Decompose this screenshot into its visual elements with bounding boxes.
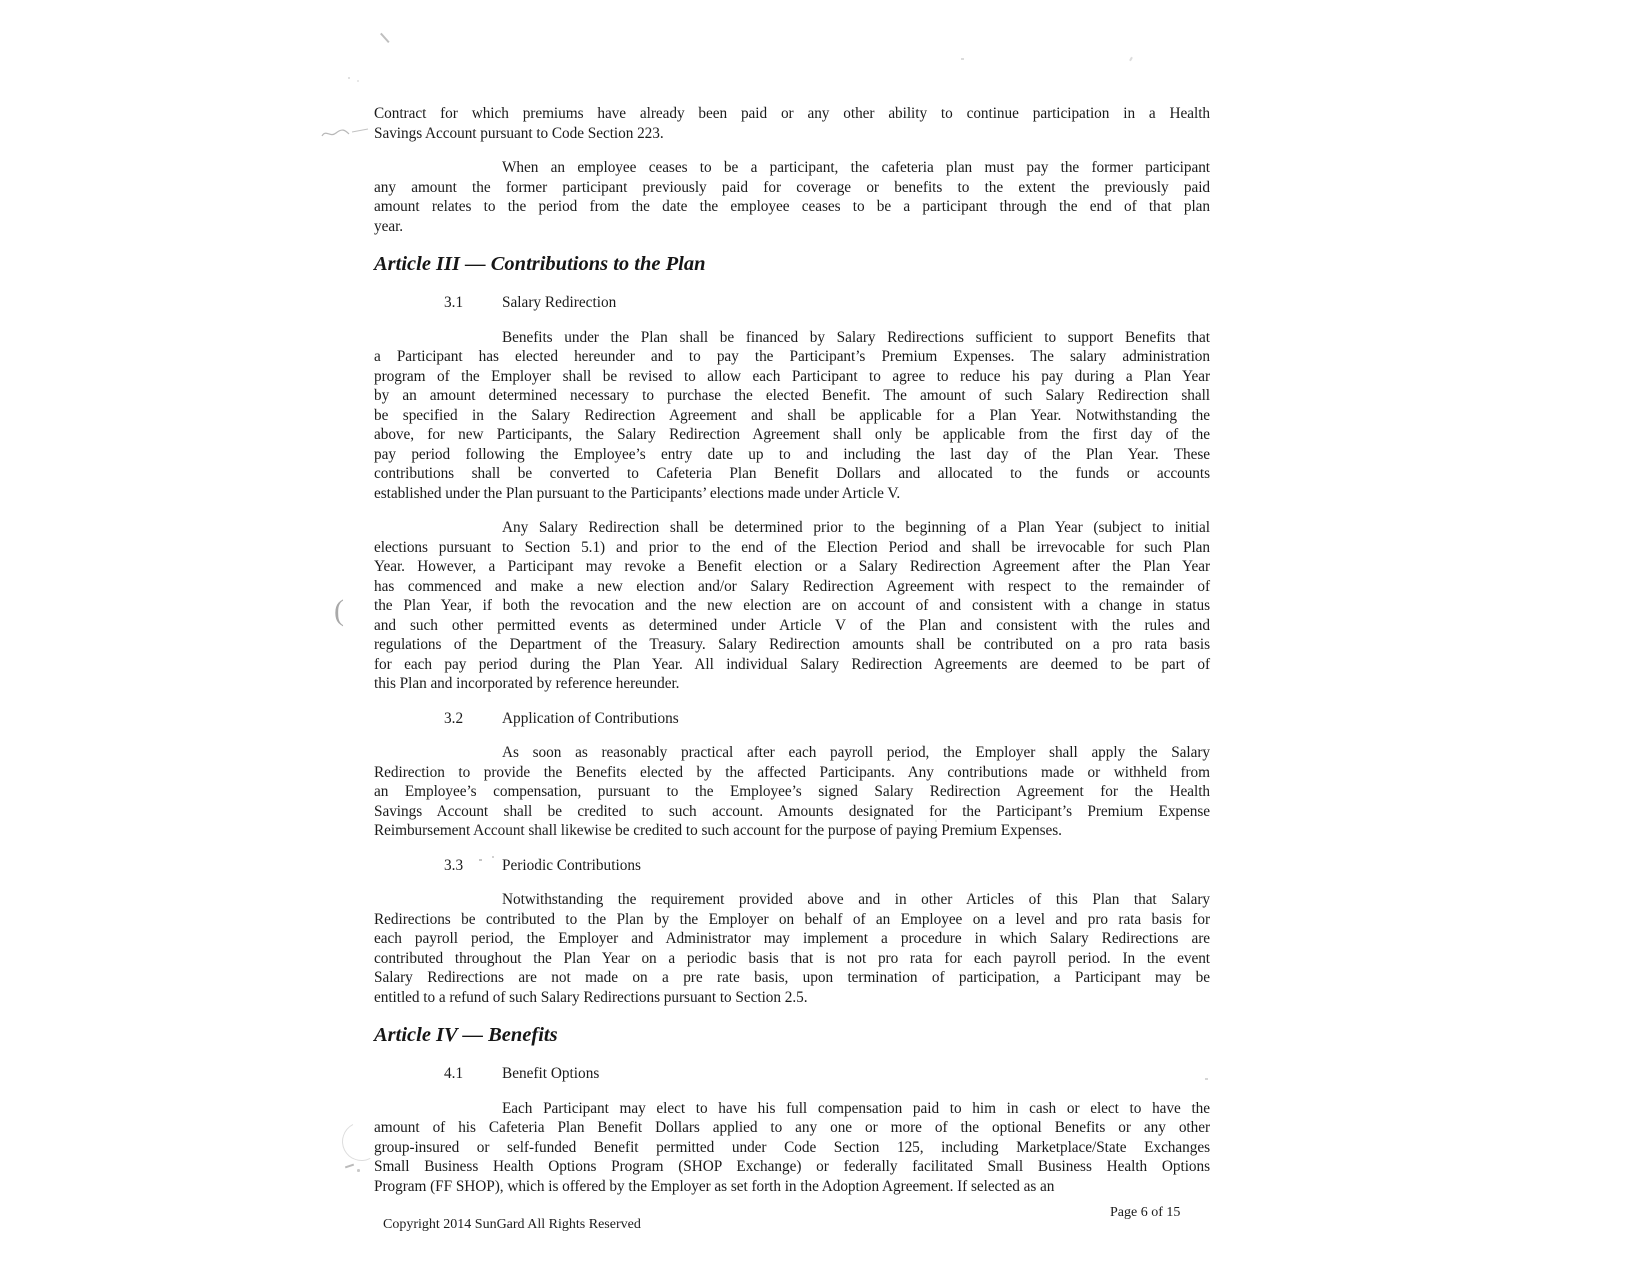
scan-artifact-parenthesis: ( [334,594,344,627]
text-line: this Plan and incorporated by reference hereunder. [374,675,680,692]
text-line: Benefits under the Plan shall be financed by Salary Redirections sufficient to support Benefits that [502,328,1210,346]
section-number: 3.3 [444,856,464,874]
text-line: a Participant has elected hereunder and to pay the Participant’s Premium Expenses. The salary administration [374,348,1210,365]
text-line: for each pay period during the Plan Year. All individual Salary Redirection Agreements are deemed to be part of [374,655,1210,673]
scan-artifact-squiggle [321,125,371,143]
section-title: Periodic Contributions [502,856,641,874]
text-line: Each Participant may elect to have his full compensation paid to him in cash or elect to have the [502,1099,1210,1117]
text-line: Small Business Health Options Program (SHOP Exchange) or federally facilitated Small Business Health Options [374,1158,1210,1175]
text-line: Savings Account shall be credited to such account. Amounts designated for the Participant’s Premium Expense [374,802,1210,820]
scan-artifact-dash [345,1164,354,1169]
text-line: elections pursuant to Section 5.1) and prior to the end of the Election Period and shall be irrevocable for such Plan [374,538,1210,556]
footer-page-indicator: Page 6 of 15 [1110,1205,1181,1220]
section-number: 4.1 [444,1065,464,1082]
text-line: When an employee ceases to be a participant, the cafeteria plan must pay the former participant [502,159,1210,176]
text-line: program of the Employer shall be revised to allow each Participant to agree to reduce his pay during a Plan Year [374,367,1210,385]
text-line: and such other permitted events as determined under Article V of the Plan and consistent with the rules and [374,616,1210,634]
text-line: Year. However, a Participant may revoke a Benefit election or a Salary Redirection Agreement after the Plan Year [374,558,1210,575]
text-line: Reimbursement Account shall likewise be credited to such account for the purpose of paying Premium Expenses. [374,822,1062,839]
section-heading-3-2 [374,709,1210,729]
scan-artifact-speck [961,58,964,60]
text-line: Redirection to provide the Benefits elected by the affected Participants. Any contributions made or withheld from [374,763,1210,781]
scan-artifact-tick [380,33,389,43]
paragraph-benefit-options [374,1099,1210,1197]
text-line: year. [374,217,404,235]
text-line: Any Salary Redirection shall be determined prior to the beginning of a Plan Year (subject to initial [502,519,1210,536]
scan-artifact-dot [357,1169,360,1172]
text-line: has commenced and make a new election and/or Salary Redirection Agreement with respect to the remainder of [374,577,1210,595]
text-line: Program (FF SHOP), which is offered by the Employer as set forth in the Adoption Agreement. If selected as an [374,1177,1055,1195]
text-line: group-insured or self-funded Benefit permitted under Code Section 125, including Marketplace/State Exchanges [374,1138,1210,1156]
section-number: 3.2 [444,709,464,727]
text-line: each payroll period, the Employer and Administrator may implement a procedure in which Salary Redirections are [374,930,1210,947]
section-heading-3-1 [374,293,1210,313]
text-line: As soon as reasonably practical after each payroll period, the Employer shall apply the Salary [502,744,1210,761]
paragraph-cease-participation [374,158,1210,236]
paragraph-salary-redirection-2 [374,518,1210,694]
text-line: Savings Account pursuant to Code Section 223. [374,124,664,142]
article-iv-heading: Article IV — Benefits [374,1024,558,1046]
paragraph-periodic-contributions [374,890,1210,1007]
text-line: established under the Plan pursuant to the Participants’ elections made under Article V. [374,484,901,502]
footer-copyright: Copyright 2014 SunGard All Rights Reserved [383,1217,641,1232]
scan-artifact-speck [1129,57,1133,61]
article-iii-heading: Article III — Contributions to the Plan [374,253,706,275]
paragraph-application-of-contributions [374,743,1210,841]
paragraph-contract-continuation [374,104,1210,143]
text-line: pay period following the Employee’s entry date up to and including the last day of the Plan Year. These [374,445,1210,463]
text-line: an Employee’s compensation, pursuant to the Employee’s signed Salary Redirection Agreement for the Health [374,783,1210,800]
text-line: amount of his Cafeteria Plan Benefit Dollars applied to any one or more of the optional Benefits or any other [374,1119,1210,1136]
text-line: above, for new Participants, the Salary Redirection Agreement shall only be applicable from the first day of the [374,426,1210,443]
section-heading-3-3 [374,856,1210,876]
text-line: be specified in the Salary Redirection Agreement and shall be applicable for a Plan Year. Notwithstanding the [374,406,1210,424]
scan-artifact-dot [348,77,350,79]
text-line: Notwithstanding the requirement provided above and in other Articles of this Plan that Salary [502,891,1210,908]
text-line: any amount the former participant previously paid for coverage or benefits to the extent the previously paid [374,178,1210,196]
text-line: Salary Redirections are not made on a pre rate basis, upon termination of participation, a Participant may be [374,969,1210,986]
text-line: regulations of the Department of the Treasury. Salary Redirection amounts shall be contributed on a pro rata basis [374,636,1210,653]
section-title: Application of Contributions [502,709,679,727]
text-line: Contract for which premiums have already been paid or any other ability to continue participation in a Health [374,105,1210,122]
section-title: Benefit Options [502,1065,600,1082]
document-body [374,104,1210,1211]
text-line: entitled to a refund of such Salary Redirections pursuant to Section 2.5. [374,988,808,1006]
text-line: the Plan Year, if both the revocation and the new election are on account of and consistent with a change in status [374,597,1210,614]
text-line: by an amount determined necessary to purchase the elected Benefit. The amount of such Salary Redirection shall [374,387,1210,404]
text-line: contributions shall be converted to Cafeteria Plan Benefit Dollars and allocated to the funds or accounts [374,465,1210,482]
scan-artifact-dot [357,80,359,82]
text-line: Redirections be contributed to the Plan by the Employer on behalf of an Employee on a level and pro rata basis for [374,910,1210,928]
paragraph-salary-redirection-1 [374,328,1210,504]
section-heading-4-1 [374,1064,1210,1084]
section-title: Salary Redirection [502,294,617,311]
section-number: 3.1 [444,294,464,311]
text-line: contributed throughout the Plan Year on a periodic basis that is not pro rata for each payroll period. In the event [374,949,1210,967]
text-line: amount relates to the period from the date the employee ceases to be a participant through the end of that plan [374,198,1210,215]
